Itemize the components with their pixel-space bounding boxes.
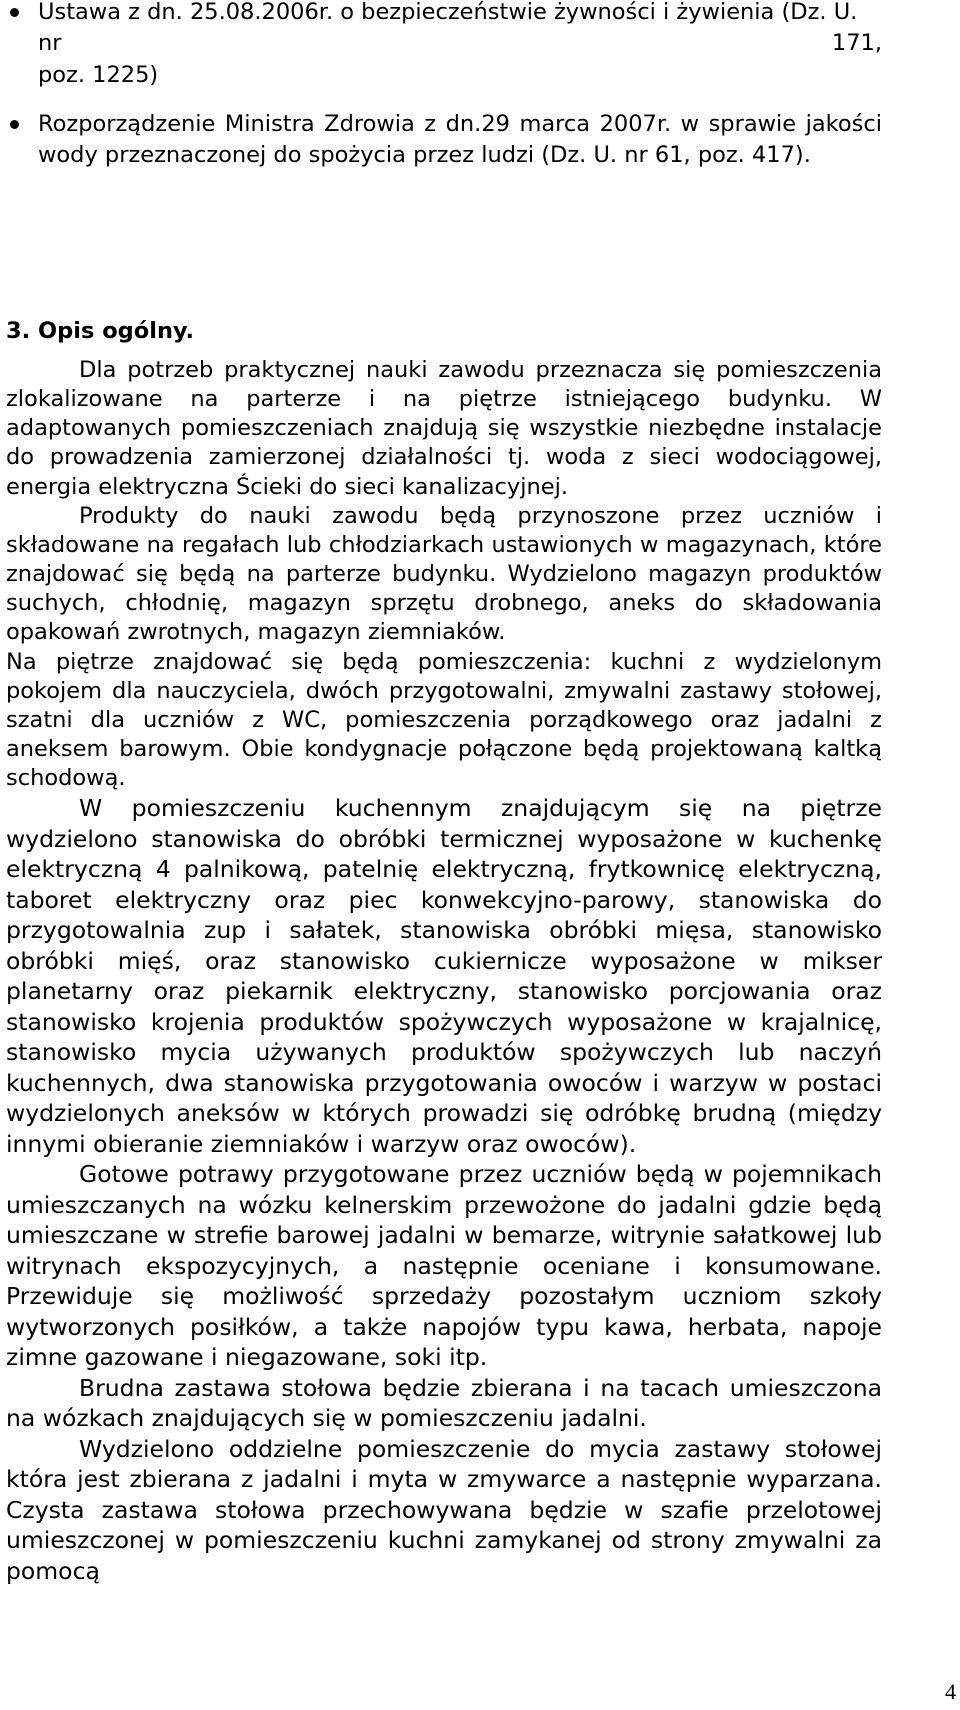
paragraph: Wydzielono oddzielne pomieszczenie do mycia zastawy stołowej która jest zbierana z jadalni i myta w zmywarce a następnie wyparzana. Czysta zastawa stołowa przechowywana będzie w szafie przelotowej umieszczonej w pomieszczeniu kuchni zamykanej od strony zmywalni za pomocą — [6, 1434, 882, 1585]
list-item-text: nr — [38, 30, 62, 57]
list-item — [6, 0, 882, 91]
paragraph: Gotowe potrawy przygotowane przez uczniów będą w pojemnikach umieszczanych na wózku kelnerskim przewożone do jadalni gdzie będą umieszczane w strefie barowej jadalni w bemarze, witrynie sałatkowej lub witrynach ekspozycyjnych, a następnie oceniane i konsumowane. Przewiduje się możliwość sprzedaży pozostałym uczniom szkoły wytworzonych posiłków, a także napojów typu kawa, herbata, napoje zimne gazowane i niegazowane, soki itp. — [6, 1160, 882, 1372]
paragraph: Brudna zastawa stołowa będzie zbierana i na tacach umieszczona na wózkach znajdujących się w pomieszczeniu jadalni. — [6, 1373, 882, 1433]
bullet-icon — [10, 120, 19, 129]
regulations-list — [6, 0, 882, 171]
paragraph: Dla potrzeb praktycznej nauki zawodu przeznacza się pomieszczenia zlokalizowane na parterze i na piętrze istniejącego budynku. W adaptowanych pomieszczeniach znajdują się wszystkie niezbędne instalacje do prowadzenia zamierzonej działalności tj. woda z sieci wodociągowej, energia elektryczna Ścieki do sieci kanalizacyjnej. — [6, 357, 882, 500]
list-item — [6, 109, 882, 172]
bullet-icon — [10, 8, 19, 17]
body-text-continued — [6, 793, 882, 1586]
list-item-text: 171, — [831, 30, 882, 57]
list-item-line: poz. 1225) — [38, 61, 159, 88]
list-item-line — [38, 28, 882, 59]
page-number: 4 — [945, 1679, 956, 1704]
list-item-text: Rozporządzenie Ministra Zdrowia z dn.29 marca 2007r. w sprawie jakości wody przeznaczonej do spożycia przez ludzi (Dz. U. nr 61, poz. 417). — [38, 110, 882, 169]
paragraph: Na piętrze znajdować się będą pomieszczenia: kuchni z wydzielonym pokojem dla nauczyciela, dwóch przygotowalni, zmywalni zastawy stołowej, szatni dla uczniów z WC, pomieszczenia porządkowego oraz jadalni z aneksem barowym. Obie kondygnacje połączone będą projektowaną kaltką schodową. — [6, 648, 882, 792]
list-item-line: Ustawa z dn. 25.08.2006r. o bezpieczeństwie żywności i żywienia (Dz. U. — [38, 0, 858, 25]
section-heading: 3. Opis ogólny. — [6, 318, 195, 344]
paragraph: Produkty do nauki zawodu będą przynoszone przez uczniów i składowane na regałach lub chłodziarkach ustawionych w magazynach, które znajdować się będą na parterze budynku. Wydzielono magazyn produktów suchych, chłodnię, magazyn sprzętu drobnego, aneks do składowania opakowań zwrotnych, magazyn ziemniaków. — [6, 502, 882, 646]
paragraph: W pomieszczeniu kuchennym znajdującym się na piętrze wydzielono stanowiska do obróbki termicznej wyposażone w kuchenkę elektryczną 4 palnikową, patelnię elektryczną, frytkownicę elektryczną, taboret elektryczny oraz piec konwekcyjno-parowy, stanowiska do przygotowalnia zup i sałatek, stanowiska obróbki mięsa, stanowisko obróbki mięś, oraz stanowisko cukiernicze wyposażone w mikser planetarny oraz piekarnik elektryczny, stanowisko porcjowania oraz stanowisko krojenia produktów spożywczych wyposażone w krajalnicę, stanowisko mycia używanych produktów spożywczych lub naczyń kuchennych, dwa stanowiska przygotowania owoców i warzyw w postaci wydzielonych aneksów w których prowadzi się odróbkę brudną (między innymi obieranie ziemniaków i warzyw oraz owoców). — [6, 794, 882, 1158]
body-text — [6, 356, 882, 1586]
document-page — [6, 0, 882, 1585]
